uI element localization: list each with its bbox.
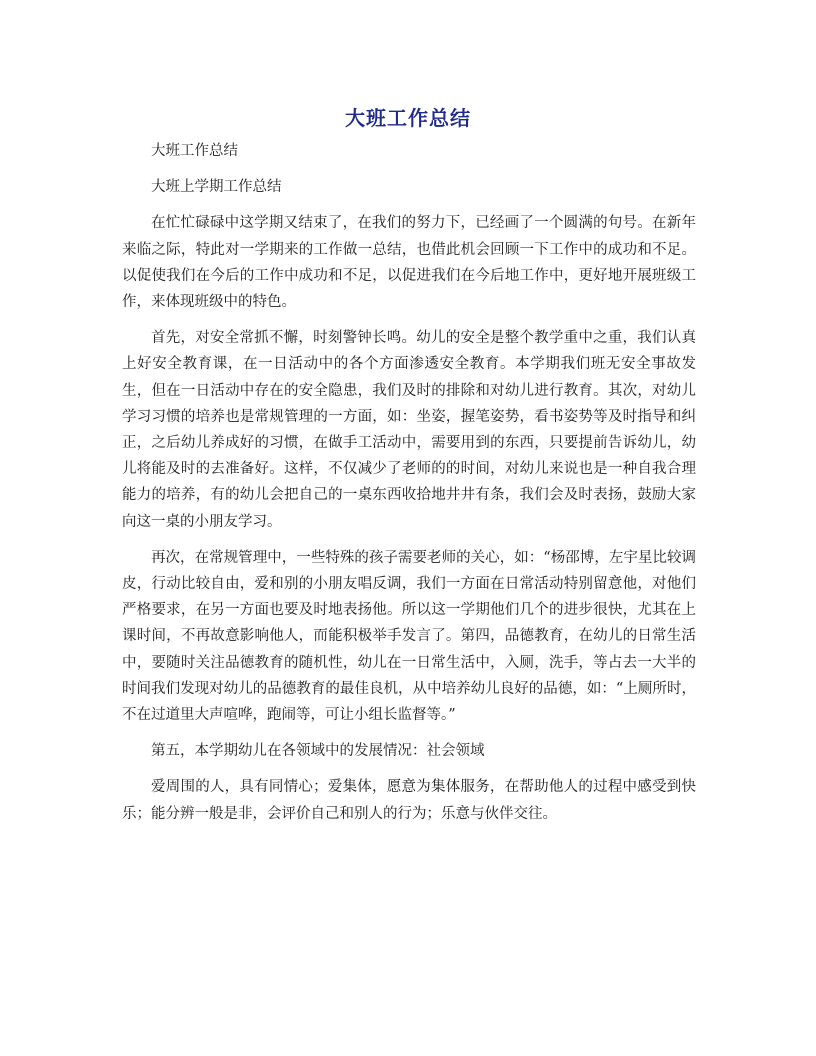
paragraph-subheading: 大班上学期工作总结 [151, 179, 282, 196]
paragraph: 首先，对安全常抓不懈，时刻警钟长鸣。幼儿的安全是整个教学重中之重，我们认真上好安全教育课，在一日活动中的各个方面渗透安全教育。本学期我们班无安全事故发生，但在一日活动中存在的安全隐患，我们及时的排除和对幼儿进行教育。其次，对幼儿学习习惯的培养也是常规管理的一方面，如：坐姿，握笔姿势，看书姿势等及时指导和纠正，之后幼儿养成好的习惯，在做手工活动中，需要用到的东西，只要提前告诉幼儿，幼儿将能及时的去准备好。这样，不仅减少了老师的的时间，对幼儿来说也是一种自我合理能力的培养，有的幼儿会把自己的一桌东西收拾地井井有条，我们会及时表扬，鼓励大家向这一桌的小朋友学习。 [122, 330, 696, 530]
paragraph: 第五，本学期幼儿在各领域中的发展情况：社会领域 [151, 743, 485, 760]
paragraph: 在忙忙碌碌中这学期又结束了，在我们的努力下，已经画了一个圆满的句号。在新年来临之际，特此对一学期来的工作做一总结，也借此机会回顾一下工作中的成功和不足。以促使我们在今后的工作中成功和不足，以促进我们在今后地工作中，更好地开展班级工作，来体现班级中的特色。 [122, 215, 696, 311]
document-title: 大班工作总结 [345, 106, 471, 130]
paragraph-heading: 大班工作总结 [151, 143, 238, 159]
paragraph: 爱周围的人，具有同情心；爱集体，愿意为集体服务，在帮助他人的过程中感受到快乐；能分辨一般是非，会评价自己和别人的行为；乐意与伙伴交往。 [122, 779, 696, 822]
document-body [122, 138, 696, 837]
paragraph: 再次，在常规管理中，一些特殊的孩子需要老师的关心，如：“杨邵博，左宇星比较调皮，行动比较自由，爱和别的小朋友唱反调，我们一方面在日常活动特别留意他，对他们严格要求，在另一方面也要及时地表扬他。所以这一学期他们几个的进步很快，尤其在上课时间，不再故意影响他人，而能积极举手发言了。第四，品德教育，在幼儿的日常生活中，要随时关注品德教育的随机性，幼儿在一日常生活中，入厕，洗手，等占去一大半的时间我们发现对幼儿的品德教育的最佳良机，从中培养幼儿良好的品德，如：“上厕所时，不在过道里大声喧哗，跑闹等，可让小组长监督等。” [122, 549, 696, 724]
